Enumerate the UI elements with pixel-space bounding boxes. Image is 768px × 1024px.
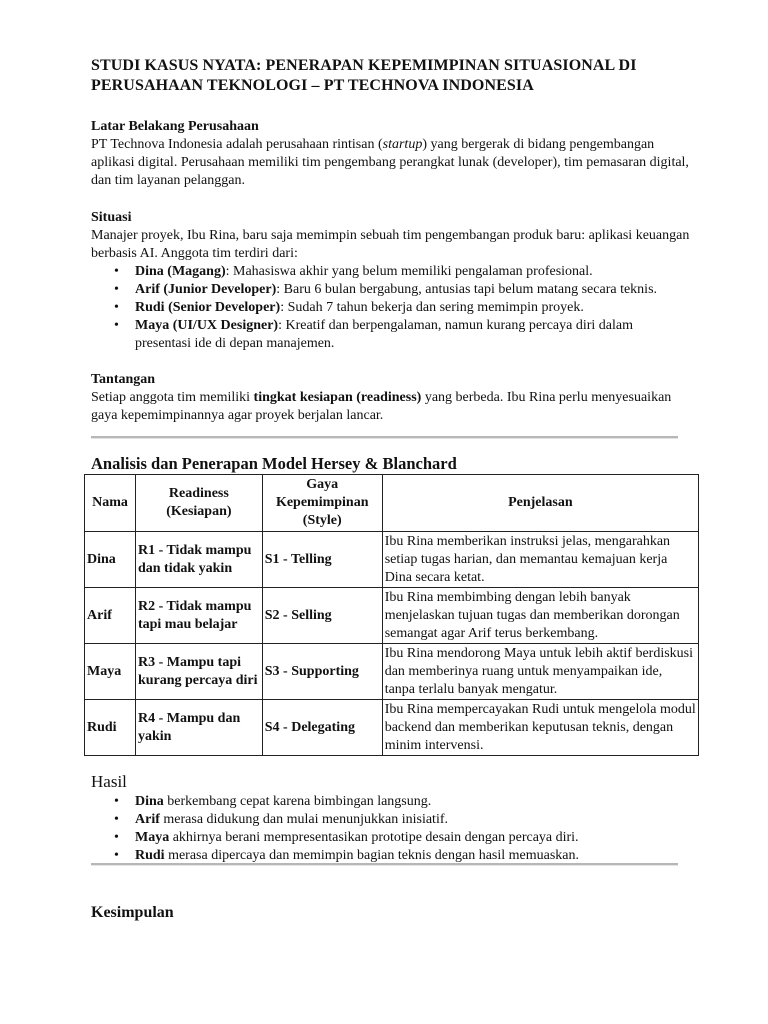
- member-desc: : Baru 6 bulan bergabung, antusias tapi belum matang secara teknis.: [276, 282, 658, 297]
- table-header-row: [85, 475, 699, 532]
- situation-section: [91, 209, 691, 353]
- bullet-glyph: •: [114, 812, 119, 827]
- situation-heading: Situasi: [91, 210, 132, 225]
- column-header-nama: Nama: [85, 475, 136, 532]
- cell-nama: Dina: [85, 532, 136, 588]
- results-heading: Hasil: [91, 772, 127, 791]
- horizontal-rule: [91, 863, 678, 866]
- challenge-text-after: yang berbeda. Ibu Rina perlu menyesuaikan gaya kepemimpinannya agar proyek berjalan lancar.: [91, 390, 672, 423]
- results-list: [91, 793, 735, 865]
- situation-intro: Manajer proyek, Ibu Rina, baru saja memimpin sebuah tim pengembangan produk baru: aplikasi keuangan berbasis AI. Anggota tim terdiri dari:: [91, 228, 690, 261]
- cell-nama: Rudi: [85, 700, 136, 756]
- conclusion-heading: Kesimpulan: [91, 904, 174, 921]
- table-row: [85, 644, 699, 700]
- list-item: [114, 299, 691, 317]
- list-item: [114, 317, 691, 353]
- column-header-readiness: Readiness (Kesiapan): [135, 475, 262, 532]
- cell-penjelasan: Ibu Rina mendorong Maya untuk lebih aktif berdiskusi dan memberinya ruang untuk menyampaikan ide, tanpa terlalu banyak mengatur.: [382, 644, 698, 700]
- background-section: [91, 118, 691, 190]
- team-member-list: [91, 263, 691, 353]
- column-header-penjelasan: Penjelasan: [382, 475, 698, 532]
- table-row: [85, 700, 699, 756]
- member-desc: : Mahasiswa akhir yang belum memiliki pengalaman profesional.: [225, 264, 593, 279]
- result-text: merasa didukung dan mulai menunjukkan inisiatif.: [159, 812, 448, 827]
- bullet-glyph: •: [114, 282, 119, 297]
- bullet-glyph: •: [114, 300, 119, 315]
- result-text: berkembang cepat karena bimbingan langsung.: [163, 794, 432, 809]
- bullet-glyph: •: [114, 848, 119, 863]
- challenge-text-bold: tingkat kesiapan (readiness): [253, 390, 422, 405]
- cell-style: S2 - Selling: [262, 588, 382, 644]
- table-row: [85, 532, 699, 588]
- analysis-heading: Analisis dan Penerapan Model Hersey & Blanchard: [91, 454, 457, 473]
- result-name: Arif: [135, 812, 160, 827]
- result-text: merasa dipercaya dan memimpin bagian teknis dengan hasil memuaskan.: [164, 848, 579, 863]
- member-desc: : Kreatif dan berpengalaman, namun kurang percaya diri dalam presentasi ide di depan manajemen.: [135, 318, 633, 351]
- column-header-style: Gaya Kepemimpinan (Style): [262, 475, 382, 532]
- cell-style: S1 - Telling: [262, 532, 382, 588]
- member-name: Arif (Junior Developer): [135, 282, 277, 297]
- background-text-before: PT Technova Indonesia adalah perusahaan rintisan (: [91, 137, 383, 152]
- result-text: akhirnya berani mempresentasikan prototipe desain dengan percaya diri.: [169, 830, 579, 845]
- challenge-text-before: Setiap anggota tim memiliki: [91, 390, 254, 405]
- leadership-table: [84, 474, 699, 756]
- result-name: Rudi: [135, 848, 165, 863]
- background-heading: Latar Belakang Perusahaan: [91, 119, 259, 134]
- background-paragraph: [91, 136, 691, 190]
- result-name: Dina: [135, 794, 164, 809]
- member-name: Rudi (Senior Developer): [135, 300, 281, 315]
- member-name: Dina (Magang): [135, 264, 226, 279]
- bullet-glyph: •: [114, 318, 119, 333]
- bullet-glyph: •: [114, 264, 119, 279]
- challenge-paragraph: [91, 389, 691, 425]
- cell-penjelasan: Ibu Rina membimbing dengan lebih banyak menjelaskan tujuan tugas dan memberikan dorongan semangat agar Arif terus berkembang.: [382, 588, 698, 644]
- cell-readiness: R1 - Tidak mampu dan tidak yakin: [135, 532, 262, 588]
- cell-penjelasan: Ibu Rina mempercayakan Rudi untuk mengelola modul backend dan memberikan keputusan teknis, dengan minim intervensi.: [382, 700, 698, 756]
- result-name: Maya: [135, 830, 170, 845]
- member-name: Maya (UI/UX Designer): [135, 318, 279, 333]
- cell-readiness: R2 - Tidak mampu tapi mau belajar: [135, 588, 262, 644]
- cell-readiness: R4 - Mampu dan yakin: [135, 700, 262, 756]
- list-item: [114, 263, 691, 281]
- list-item: [114, 829, 735, 847]
- bullet-glyph: •: [114, 830, 119, 845]
- list-item: [114, 793, 735, 811]
- horizontal-rule: [91, 436, 678, 439]
- document-title: STUDI KASUS NYATA: PENERAPAN KEPEMIMPINAN SITUASIONAL DI PERUSAHAAN TEKNOLOGI – PT TECHNOVA INDONESIA: [91, 57, 637, 94]
- cell-nama: Arif: [85, 588, 136, 644]
- challenge-heading: Tantangan: [91, 372, 156, 387]
- cell-nama: Maya: [85, 644, 136, 700]
- document-body: [91, 56, 691, 425]
- cell-style: S3 - Supporting: [262, 644, 382, 700]
- member-desc: : Sudah 7 tahun bekerja dan sering memimpin proyek.: [280, 300, 584, 315]
- table-row: [85, 588, 699, 644]
- list-item: [114, 281, 691, 299]
- cell-penjelasan: Ibu Rina memberikan instruksi jelas, mengarahkan setiap tugas harian, dan memantau kemajuan kerja Dina secara ketat.: [382, 532, 698, 588]
- list-item: [114, 811, 735, 829]
- challenge-section: [91, 371, 691, 425]
- cell-readiness: R3 - Mampu tapi kurang percaya diri: [135, 644, 262, 700]
- bullet-glyph: •: [114, 794, 119, 809]
- background-text-after: ) yang bergerak di bidang pengembangan aplikasi digital. Perusahaan memiliki tim pengembang perangkat lunak (developer), tim pemasaran digital, dan tim layanan pelanggan.: [91, 137, 689, 188]
- cell-style: S4 - Delegating: [262, 700, 382, 756]
- background-text-italic: startup: [382, 137, 423, 152]
